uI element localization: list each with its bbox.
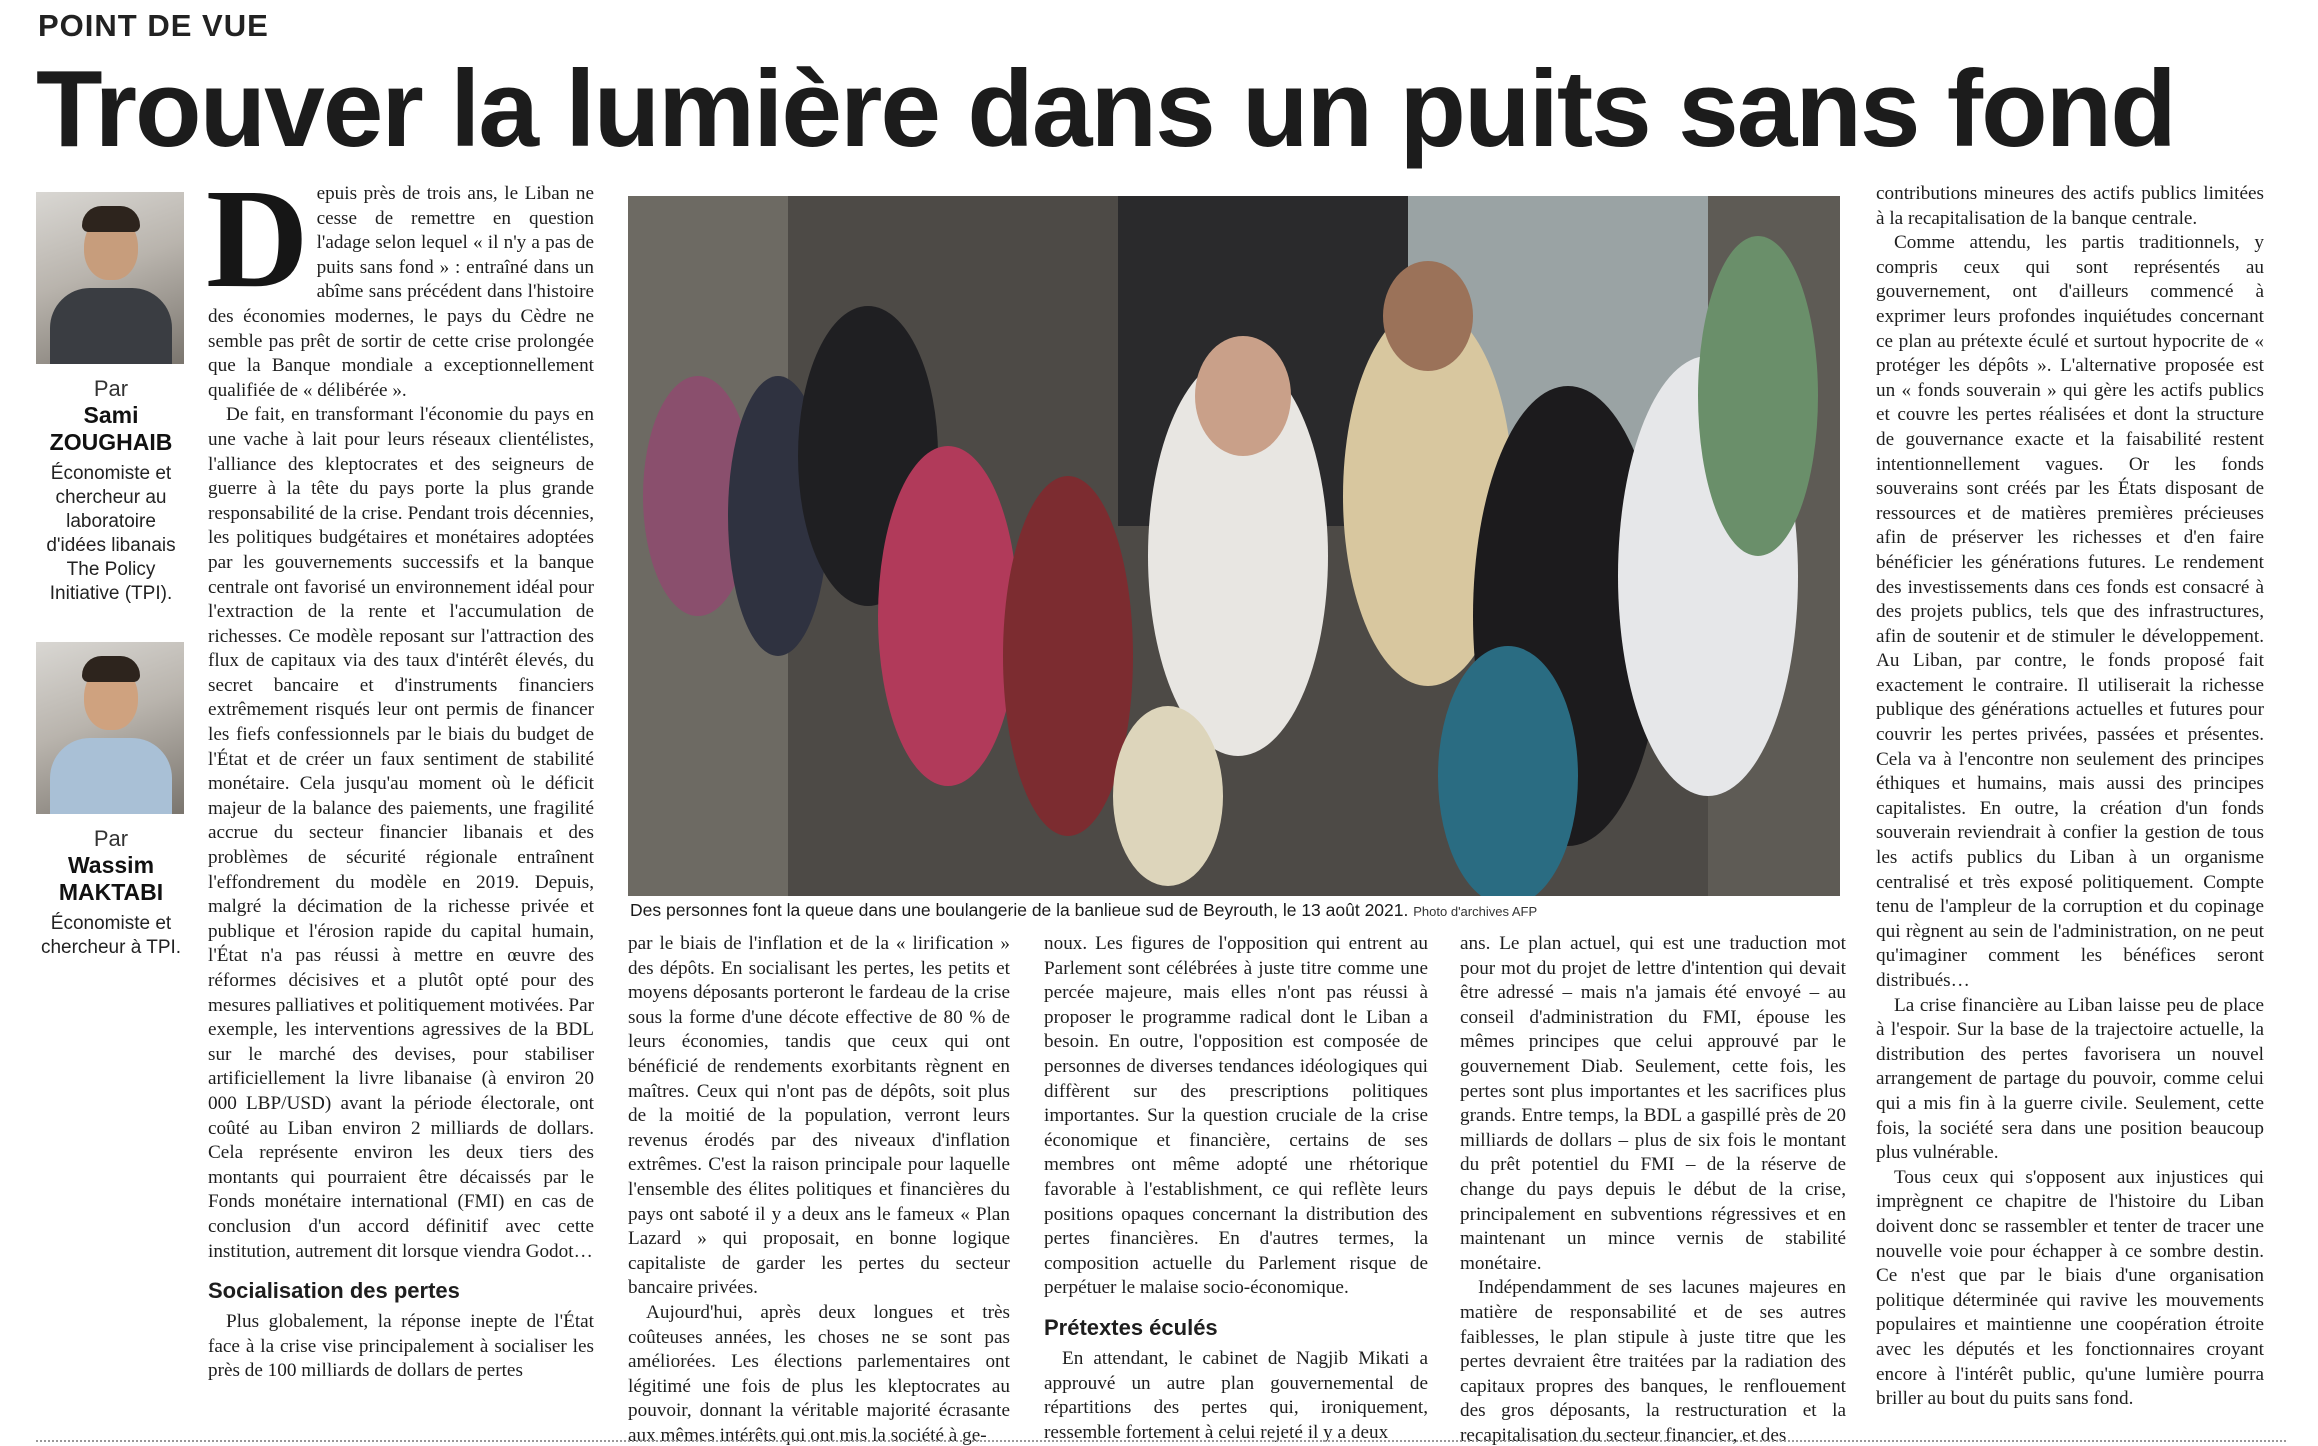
body-paragraph: Plus globalement, la réponse inepte de l'État face à la crise vise principalement à socialiser les près de 100 milliards de dollars de pertes [208,1311,594,1382]
caption-text: Des personnes font la queue dans une boulangerie de la banlieue sud de Beyrouth, le 13 août 2021. [630,900,1409,920]
body-paragraph: De fait, en transformant l'économie du pays en une vache à lait pour leurs réseaux clientélistes, l'alliance des kleptocrates et des seigneurs de guerre à la tête du pays porte la plus grande responsabilité de la crise. Pendant trois décennies, les politiques budgétaires et monétaires adoptées par les gouvernements successifs et la banque centrale ont favorisé un environnement idéal pour l'extraction de la rente et l'accumulation de richesses. Ce modèle reposant sur l'attraction des flux de capitaux via des taux d'intérêt élevés, du secret bancaire et d'instruments financiers extrêmement risqués leur ont permis de financer les fiefs confessionnels par le biais du budget de l'État et de créer un faux sentiment de stabilité monétaire. Cela jusqu'au moment où le déficit majeur de la balance des paiements, une fragilité accrue du secteur financier libanais et des problèmes de sécurité régionale entraînent l'effondrement du modèle en 2019. Depuis, malgré la décimation de la richesse privée et publique et l'érosion rapide du capital humain, l'État n'a pas réussi à mettre en œuvre des réformes décisives et a plutôt opté pour des mesures palliatives et politiquement motivées. Par exemple, les interventions agressives de la BDL sur le marché des devises, pour stabiliser artificiellement la livre libanaise (à environ 20 000 LBP/USD) avant la période électorale, ont coûté au Liban environ 2 milliards de dollars. Cela représente environ les deux tiers des montants qui pourraient être décaissés par le Fonds monétaire international (FMI) en cas de conclusion d'un accord définitif avec cette institution, autrement dit lorsque viendra Godot… [208,404,594,1262]
body-paragraph: ans. Le plan actuel, qui est une traduction mot pour mot du projet de lettre d'intention qui devait être adressé – mais n'a jamais été envoyé – au conseil d'administration du FMI, épouse les mêmes principes que celui approuvé par le gouvernement Diab. Seulement, cette fois, les pertes sont plus importantes et les sacrifices plus grands. Entre temps, la BDL a gaspillé près de 20 milliards de dollars – plus de six fois le montant du prêt potentiel du FMI – de la réserve de change du pays depuis le début de la crise, principalement en subventions régressives et en maintenant un mince vernis de stabilité monétaire. [1460,933,1846,1274]
author-last-name: MAKTABI [58,879,164,905]
author-photo-wassim [36,642,184,814]
section-kicker: POINT DE VUE [38,8,269,43]
body-paragraph: Indépendamment de ses lacunes majeures en matière de responsabilité et de ses autres faiblesses, le plan stipule à juste titre que les pertes devraient être traitées par la radiation des capitaux propres des banques, le renflouement des gros déposants, la restructuration et la recapitalisation du secteur financier, et des [1460,1277,1846,1446]
lead-paragraph: Depuis près de trois ans, le Liban ne cesse de remettre en question l'adage selon lequel « il n'y a pas de puits sans fond » : entraîné dans un abîme sans précédent dans l'histoire des économies modernes, le pays du Cèdre ne semble pas prêt de sortir de cette crise prolongée que la Banque mondiale a exceptionnellement qualifiée de « délibérée ». [206,159,594,401]
crowd-photo-illustration [628,196,1840,896]
page-divider [36,1440,2286,1442]
author-last-name: ZOUGHAIB [49,429,173,455]
byline-par: Par [93,376,129,401]
author-description: Économiste et chercheur à TPI. [40,913,182,958]
headline: Trouver la lumière dans un puits sans fond [36,48,2175,170]
body-paragraph: En attendant, le cabinet de Nagjib Mikati a approuvé un autre plan gouvernemental de répartitions des pertes qui, ironiquement, ressemble fortement à celui rejeté il y a deux [1044,1347,1428,1443]
body-paragraph: Tous ceux qui s'opposent aux injustices qui imprègnent ce chapitre de l'histoire du Liban doivent donc se rassembler et tenter de tracer une nouvelle voie pour échapper à ce sombre destin. Ce n'est que par le biais d'une organisation politique déterminée qui ravive les mouvements populaires et maintienne une coopération étroite avec les députés et les fonctionnaires croyant encore à l'intérêt public, qu'une lumière pourra briller au bout du puits sans fond. [1876,1166,2264,1410]
article-column-2 [628,932,1010,1446]
article-photo [628,196,1840,896]
photo-credit: Photo d'archives AFP [1413,904,1538,919]
article-column-5 [1876,182,2264,1412]
author-sidebar [36,192,186,960]
subheading: Socialisation des pertes [208,1278,460,1304]
subheading: Prétextes éculés [1044,1314,1218,1340]
body-paragraph: noux. Les figures de l'opposition qui entrent au Parlement sont célébrées à juste titre comme une percée majeure, mais elles n'ont pas réussi à proposer le programme radical dont le Liban a besoin. En outre, l'opposition est composée de personnes de diverses tendances idéologiques qui diffèrent sur des prescriptions politiques importantes. Sur la question cruciale de la crise économique et financière, certains de ses membres ont même adopté une rhétorique favorable à l'establishment, ce qui reflète leurs positions opaques concernant la distribution des pertes financières. En d'autres termes, la composition actuelle du Parlement risque de perpétuer le malaise socio-économique. [1044,933,1428,1299]
body-paragraph: par le biais de l'inflation et de la « lirification » des dépôts. En socialisant les pertes, les petits et moyens déposants porteront le fardeau de la crise sous la forme d'une décote effective de 80 % de leurs économies, tandis que ceux qui ont bénéficié de rendements exorbitants règnent en maîtres. Ceux qui n'ont pas de dépôts, soit plus de la moitié de la population, verront leurs revenus érodés par des niveaux d'inflation extrêmes. C'est la raison principale pour laquelle l'ensemble des élites politiques et financières du pays ont saboté il y a deux ans le fameux « Plan Lazard » qui proposait, en bonne logique capitaliste de garder les pertes du secteur bancaire privées. [628,933,1010,1299]
drop-cap: D [206,159,309,317]
photo-caption [630,900,1870,921]
byline-par: Par [93,826,129,851]
body-paragraph: Comme attendu, les partis traditionnels, y compris ceux qui sont représentés au gouvernement, ont d'ailleurs commencé à exprimer leurs profondes inquiétudes concernant ce plan au prétexte éculé et surtout hypocrite de « protéger les dépôts ». L'alternative proposée est un « fonds souverain » qui gère les actifs publics et couvre les pertes réalisées et dont la structure de gouvernance exacte et la faisabilité restent intentionnellement vagues. Or les fonds souverains sont créés par les États disposant de ressources et de matières premières précieuses afin de préserver les richesses et d'en faire bénéficier les générations futures. Le rendement des investissements dans ces fonds est consacré à des projets publics, tels que des infrastructures, afin de soutenir et de stimuler le développement. Au Liban, par contre, le fonds proposé fait exactement le contraire. Il utiliserait la richesse publique des générations actuelles et futures pour couvrir les pertes privées, passées et présentes. Cela va à l'encontre non seulement des principes éthiques et humains, mais aussi des principes capitalistes. En outre, la création d'un fonds souverain reviendrait à confier la gestion de tous les actifs publics du Liban à un organisme centralisé et très exposé politiquement. Compte tenu de l'ampleur de la corruption et du copinage qui règnent au sein de l'administration, on ne peut qu'imaginer comment les bénéfices seront distribués… [1876,232,2264,991]
body-paragraph: Aujourd'hui, après deux longues et très coûteuses années, les choses ne se sont pas améliorées. Les élections parlementaires ont légitimé une fois de plus les kleptocrates au pouvoir, donnant la véritable majorité écrasante aux mêmes intérêts qui ont mis la société à ge- [628,1301,1010,1446]
body-paragraph: contributions mineures des actifs publics limitées à la recapitalisation de la banque centrale. [1876,183,2264,229]
author-first-name: Wassim [67,852,155,878]
article-column-1 [206,159,594,1384]
author-photo-sami [36,192,184,364]
article-column-4 [1460,932,1846,1446]
author-first-name: Sami [83,402,139,428]
article-column-3 [1044,932,1428,1445]
author-description: Économiste et chercheur au laboratoire d'idées libanais The Policy Initiative (TPI). [46,463,176,604]
body-paragraph: La crise financière au Liban laisse peu de place à l'espoir. Sur la base de la trajectoire actuelle, la distribution des pertes favorisera un nouvel arrangement de partage du pouvoir, comme celui qui a mis fin à la guerre civile. Seulement, cette fois, la société sera dans une position beaucoup plus vulnérable. [1876,994,2264,1164]
